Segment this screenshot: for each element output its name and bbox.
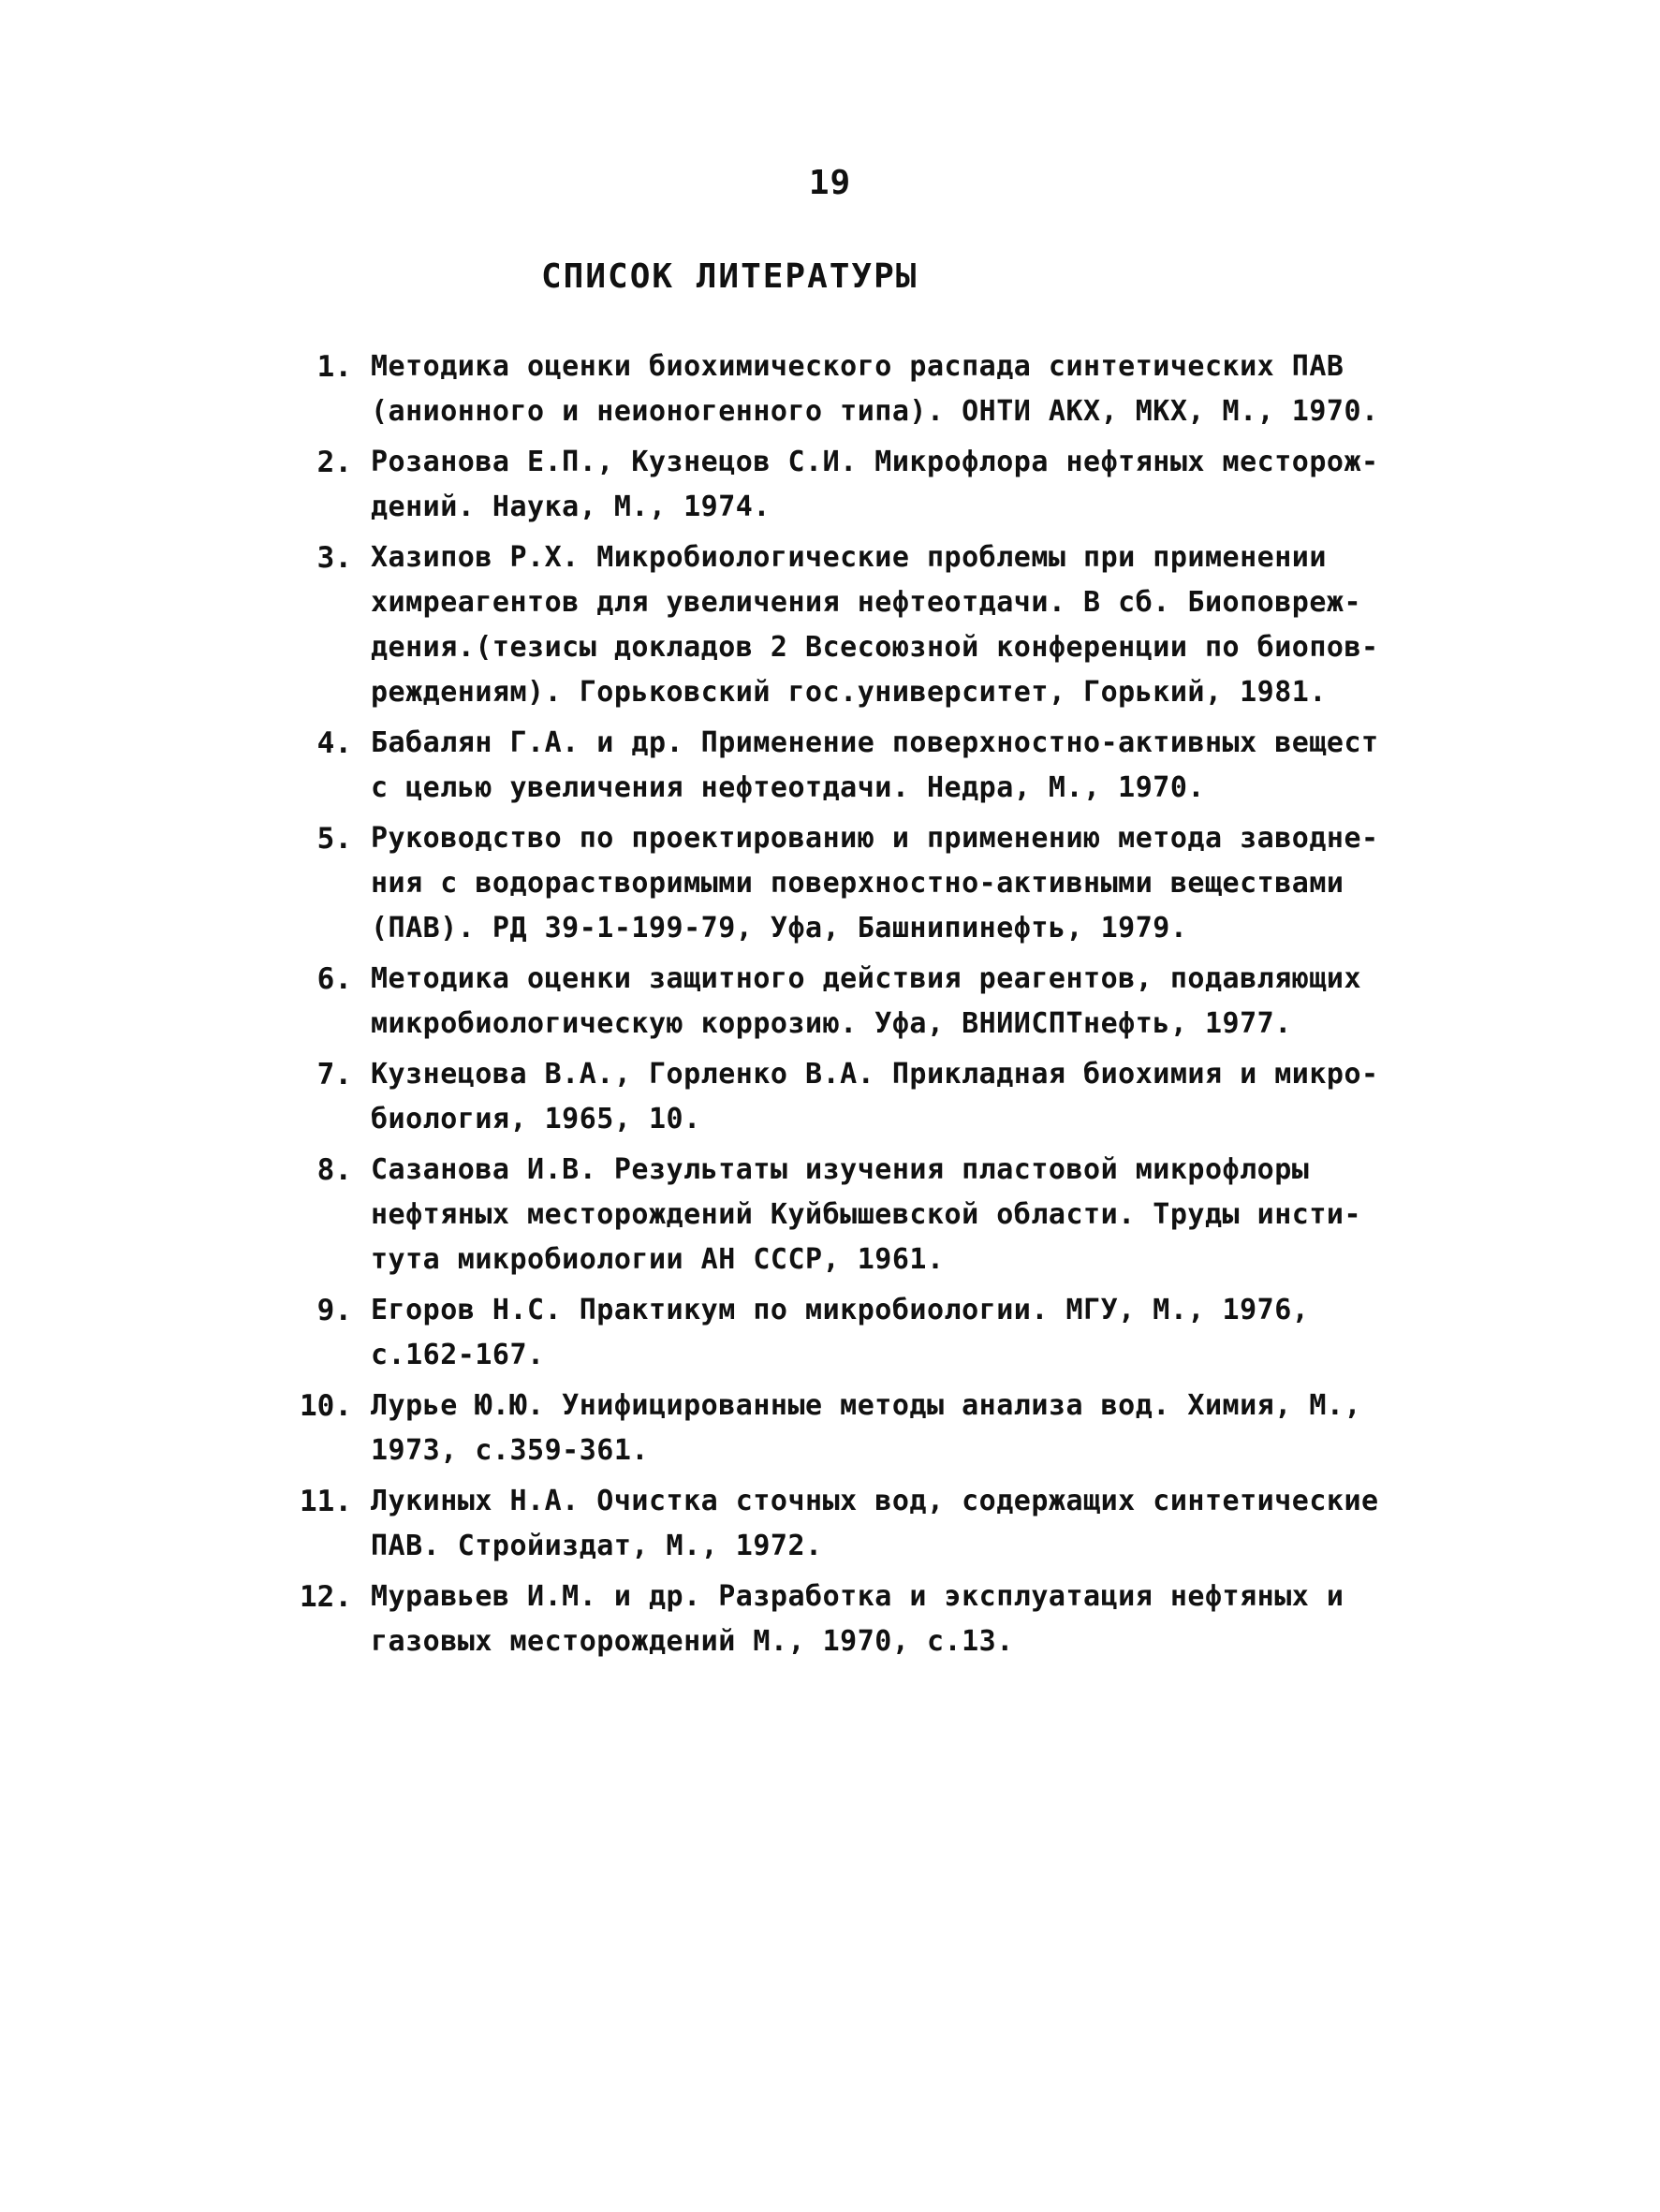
reference-line: Кузнецова В.А., Горленко В.А. Прикладная биохимия и микро- xyxy=(371,1058,1379,1091)
reference-number: 6. xyxy=(316,962,352,996)
reference-item xyxy=(281,816,1489,951)
reference-line: 1973, с.359-361. xyxy=(371,1434,649,1467)
reference-number: 9. xyxy=(316,1294,352,1327)
reference-line: дения.(тезисы докладов 2 Всесоюзной конференции по биопов- xyxy=(371,631,1379,664)
reference-number: 4. xyxy=(316,726,352,760)
reference-text xyxy=(371,535,1489,715)
reference-line: биология, 1965, 10. xyxy=(371,1103,701,1135)
reference-item xyxy=(281,1384,1489,1473)
reference-line: Бабалян Г.А. и др. Применение поверхностно-активных вещест xyxy=(371,726,1379,759)
reference-line: ния с водорастворимыми поверхностно-активными веществами xyxy=(371,867,1344,900)
reference-text xyxy=(371,957,1489,1047)
reference-item xyxy=(281,535,1489,715)
reference-line: (анионного и неионогенного типа). ОНТИ АКХ, МКХ, М., 1970. xyxy=(371,395,1379,428)
reference-item xyxy=(281,1148,1489,1282)
reference-text xyxy=(371,1052,1489,1142)
reference-line: (ПАВ). РД 39-1-199-79, Уфа, Башнипинефть, 1979. xyxy=(371,912,1188,945)
reference-line: Егоров Н.С. Практикум по микробиологии. МГУ, М., 1976, xyxy=(371,1294,1310,1326)
reference-text xyxy=(371,1148,1489,1282)
reference-line: с.162-167. xyxy=(371,1339,545,1371)
reference-text xyxy=(371,721,1489,811)
reference-line: тута микробиологии АН СССР, 1961. xyxy=(371,1243,945,1276)
reference-text xyxy=(371,1288,1489,1378)
reference-text xyxy=(371,816,1489,951)
reference-item xyxy=(281,1479,1489,1569)
reference-number: 11. xyxy=(300,1485,352,1518)
reference-text xyxy=(371,1479,1489,1569)
reference-number: 10. xyxy=(300,1389,352,1423)
reference-line: Хазипов Р.Х. Микробиологические проблемы при применении xyxy=(371,541,1327,574)
reference-line: газовых месторождений М., 1970, с.13. xyxy=(371,1625,1014,1658)
reference-line: Методика оценки биохимического распада синтетических ПАВ xyxy=(371,350,1344,383)
reference-number: 5. xyxy=(316,822,352,856)
reference-number: 1. xyxy=(316,350,352,384)
reference-text xyxy=(371,1384,1489,1473)
reference-text xyxy=(371,1575,1489,1664)
reference-line: микробиологическую коррозию. Уфа, ВНИИСПТнефть, 1977. xyxy=(371,1007,1292,1040)
reference-line: дений. Наука, М., 1974. xyxy=(371,491,771,523)
reference-line: химреагентов для увеличения нефтеотдачи. В сб. Биоповреж- xyxy=(371,586,1362,619)
reference-list xyxy=(281,344,1489,1670)
reference-line: нефтяных месторождений Куйбышевской области. Труды инсти- xyxy=(371,1198,1362,1231)
reference-line: Сазанова И.В. Результаты изучения пластовой микрофлоры xyxy=(371,1153,1310,1186)
reference-text xyxy=(371,344,1489,434)
reference-item xyxy=(281,1575,1489,1664)
reference-item xyxy=(281,1288,1489,1378)
reference-line: Руководство по проектированию и применению метода заводне- xyxy=(371,822,1379,855)
reference-number: 8. xyxy=(316,1153,352,1187)
reference-number: 7. xyxy=(316,1058,352,1091)
reference-text xyxy=(371,440,1489,530)
reference-line: реждениям). Горьковский гос.университет, Горький, 1981. xyxy=(371,676,1327,709)
reference-item xyxy=(281,1052,1489,1142)
page-title: СПИСОК ЛИТЕРАТУРЫ xyxy=(541,257,918,296)
reference-line: Розанова Е.П., Кузнецов С.И. Микрофлора нефтяных месторож- xyxy=(371,446,1379,478)
reference-number: 3. xyxy=(316,541,352,575)
page-number: 19 xyxy=(808,164,852,202)
reference-item xyxy=(281,957,1489,1047)
reference-item xyxy=(281,344,1489,434)
reference-line: ПАВ. Стройиздат, М., 1972. xyxy=(371,1530,823,1562)
reference-number: 2. xyxy=(316,446,352,479)
reference-line: с целью увеличения нефтеотдачи. Недра, М., 1970. xyxy=(371,771,1205,804)
reference-number: 12. xyxy=(300,1580,352,1614)
reference-line: Лукиных Н.А. Очистка сточных вод, содержащих синтетические xyxy=(371,1485,1379,1517)
reference-line: Лурье Ю.Ю. Унифицированные методы анализа вод. Химия, М., xyxy=(371,1389,1362,1422)
reference-item xyxy=(281,440,1489,530)
reference-item xyxy=(281,721,1489,811)
reference-line: Методика оценки защитного действия реагентов, подавляющих xyxy=(371,962,1362,995)
reference-line: Муравьев И.М. и др. Разработка и эксплуатация нефтяных и xyxy=(371,1580,1344,1613)
